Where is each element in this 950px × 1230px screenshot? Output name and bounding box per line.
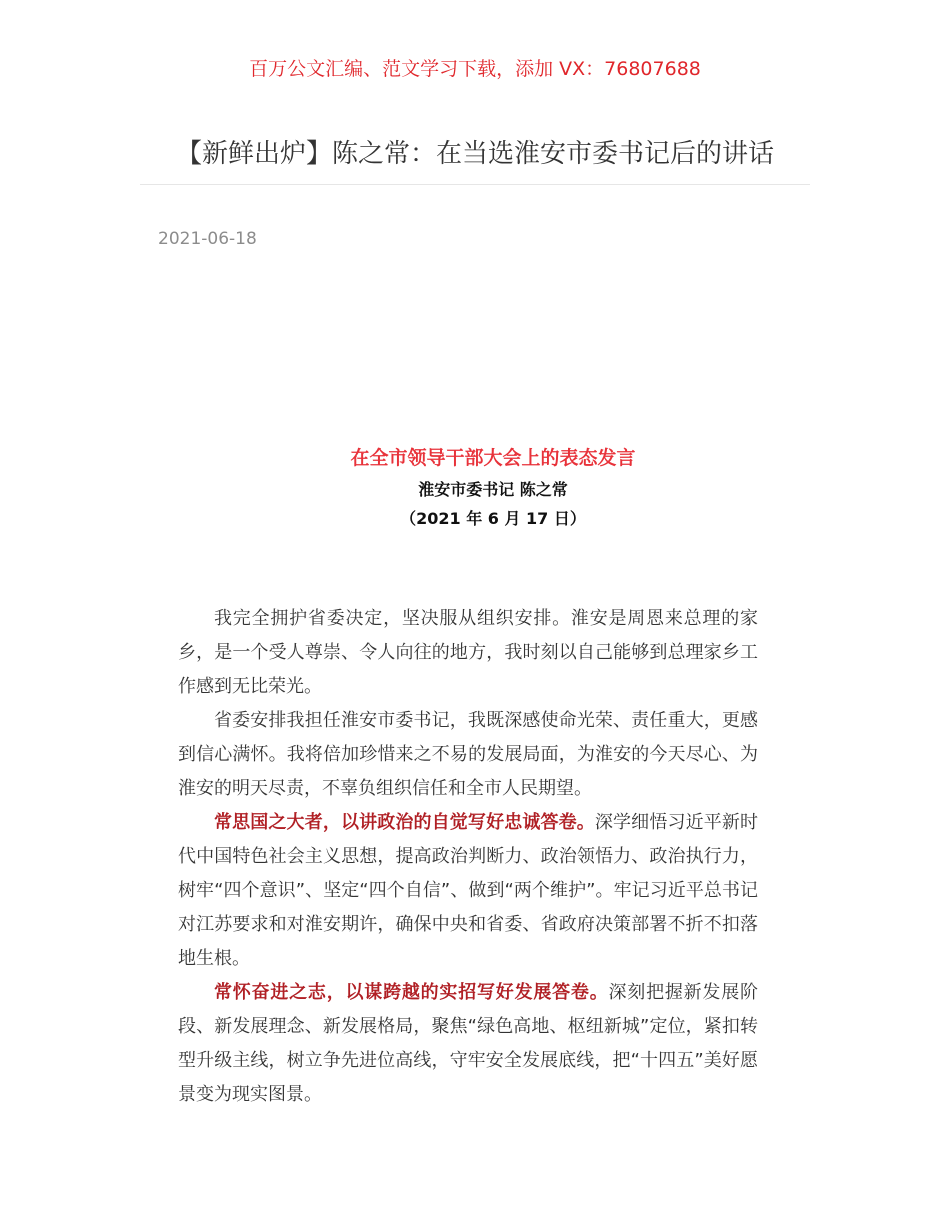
- paragraph-text: 深学细悟习近平新时代中国特色社会主义思想，提高政治判断力、政治领悟力、政治执行力，树牢“四个意识”、坚定“四个自信”、做到“两个维护”。牢记习近平总书记对江苏要求和对淮安期许，确保中央和省委、省政府决策部署不折不扣落地生根。: [178, 812, 759, 969]
- paragraph-highlight: 常怀奋进之志，以谋跨越的实招写好发展答卷。: [214, 982, 609, 1003]
- speech-date: （2021 年 6 月 17 日）: [400, 509, 586, 528]
- promo-banner: 百万公文汇编、范文学习下载，添加 VX：76807688: [249, 58, 701, 80]
- speech-body: [178, 602, 758, 1112]
- paragraph-text: 省委安排我担任淮安市委书记，我既深感使命光荣、责任重大，更感到信心满怀。我将倍加珍惜来之不易的发展局面，为淮安的今天尽心、为淮安的明天尽责，不辜负组织信任和全市人民期望。: [178, 710, 758, 799]
- paragraph: [178, 806, 758, 976]
- title-divider: [140, 184, 810, 185]
- paragraph-text: 我完全拥护省委决定，坚决服从组织安排。淮安是周恩来总理的家乡，是一个受人尊崇、令人向往的地方，我时刻以自己能够到总理家乡工作感到无比荣光。: [178, 608, 758, 697]
- speech-author: 淮安市委书记 陈之常: [418, 480, 568, 499]
- article-title: 【新鲜出炉】陈之常：在当选淮安市委书记后的讲话: [175, 139, 774, 169]
- publish-date: 2021-06-18: [158, 229, 257, 249]
- paragraph-highlight: 常思国之大者，以讲政治的自觉写好忠诚答卷。: [214, 812, 595, 833]
- paragraph-text: 深刻把握新发展阶段、新发展理念、新发展格局，聚焦“绿色高地、枢纽新城”定位，紧扣转型升级主线，树立争先进位高线，守牢安全发展底线，把“十四五”美好愿景变为现实图景。: [178, 982, 758, 1105]
- speech-heading: 在全市领导干部大会上的表态发言: [350, 447, 636, 469]
- paragraph: [178, 704, 758, 806]
- paragraph: [178, 976, 758, 1112]
- paragraph: [178, 602, 758, 704]
